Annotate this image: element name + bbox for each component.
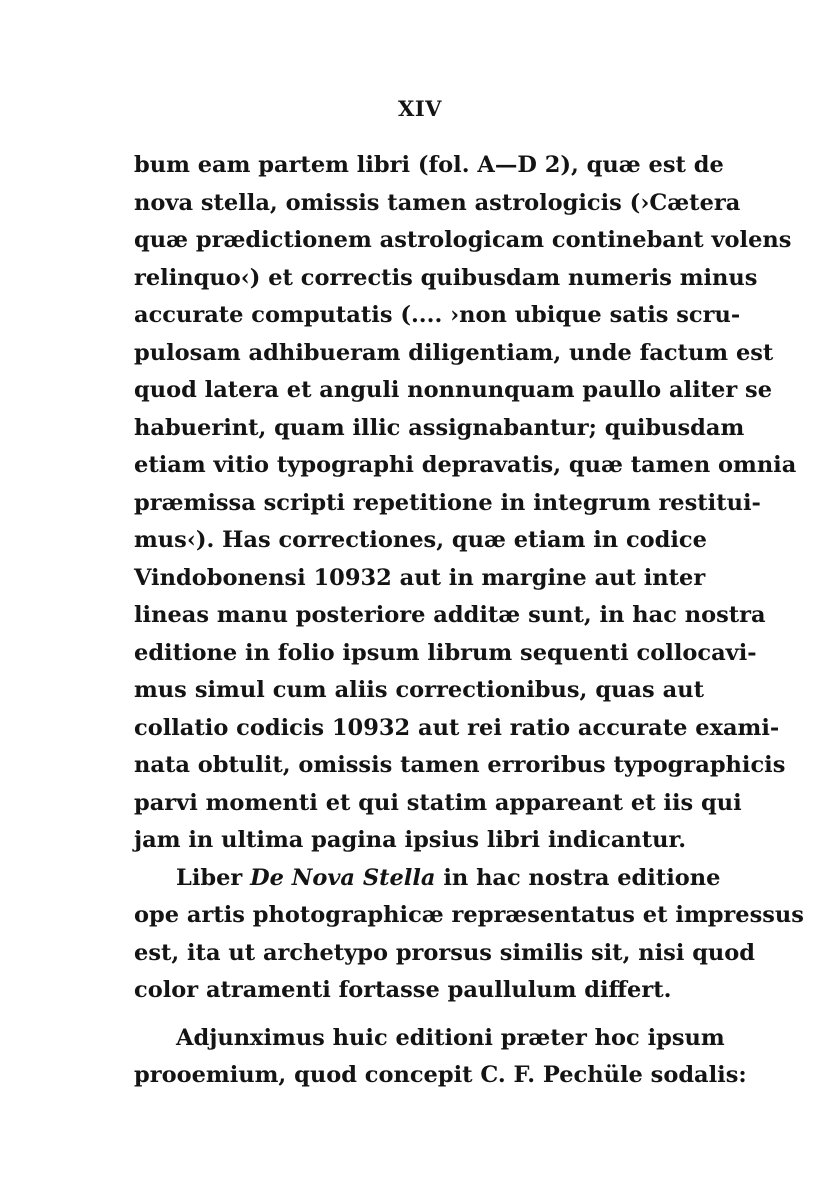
paragraph-1-line: lineas manu posteriore additæ sunt, in hac nostra [134, 602, 766, 628]
book-title: De Nova Stella [250, 864, 436, 891]
paragraph-2-line: ope artis photographicæ repræsentatus et impressus [134, 902, 804, 928]
paragraph-1-line: quod latera et anguli nonnunquam paullo aliter se [134, 377, 773, 403]
paragraph-1-line: habuerint, quam illic assignabantur; quibusdam [134, 414, 745, 441]
paragraph-1-line: jam in ultima pagina ipsius libri indicantur. [134, 827, 687, 853]
paragraph-1-line: mus simul cum aliis correctionibus, quas aut [134, 677, 704, 703]
paragraph-1-line: relinquo‹) et correctis quibusdam numeris minus [134, 264, 758, 291]
text-block [134, 147, 804, 1095]
paragraph-1-line: collatio codicis 10932 aut rei ratio accurate exami- [134, 714, 780, 741]
paragraph-1-line: præmissa scripti repetitione in integrum restitui- [134, 489, 761, 516]
paragraph-1-line: bum eam partem libri (fol. A—D 2), quæ est de [134, 152, 724, 178]
paragraph-1-line: parvi momenti et qui statim appareant et iis qui [134, 789, 742, 816]
paragraph-1-line: accurate computatis (.... ›non ubique satis scru- [134, 302, 741, 328]
paragraph-2-text: in hac nostra editione [443, 864, 721, 891]
paragraph-1-line: nata obtulit, omissis tamen erroribus typographicis [134, 752, 786, 778]
paragraph-3-line: Adjunximus huic editioni præter hoc ipsum [176, 1024, 725, 1051]
paragraph-2-first-line [134, 860, 721, 898]
paragraph-1-line: Vindobonensi 10932 aut in margine aut inter [134, 564, 706, 591]
paragraph-1-line: quæ prædictionem astrologicam continebant volens [134, 227, 792, 253]
paragraph-2-text: Liber [176, 864, 243, 891]
paragraph-1-line: pulosam adhibueram diligentiam, unde factum est [134, 339, 774, 366]
page-number: XIV [398, 96, 442, 121]
paragraph-1-line: nova stella, omissis tamen astrologicis (›Cætera [134, 189, 741, 216]
paragraph-1-line: etiam vitio typographi depravatis, quæ tamen omnia [134, 452, 797, 478]
paragraph-1-line: editione in folio ipsum librum sequenti collocavi- [134, 639, 757, 666]
paragraph-1-line: mus‹). Has correctiones, quæ etiam in codice [134, 527, 707, 553]
paragraph-2-line: est, ita ut archetypo prorsus similis sit, nisi quod [134, 939, 756, 966]
paragraph-gap [134, 1010, 704, 1020]
paragraph-3-line: prooemium, quod concepit C. F. Pechüle sodalis: [134, 1062, 747, 1088]
paragraph-2-line: color atramenti fortasse paullulum differt. [134, 977, 672, 1003]
